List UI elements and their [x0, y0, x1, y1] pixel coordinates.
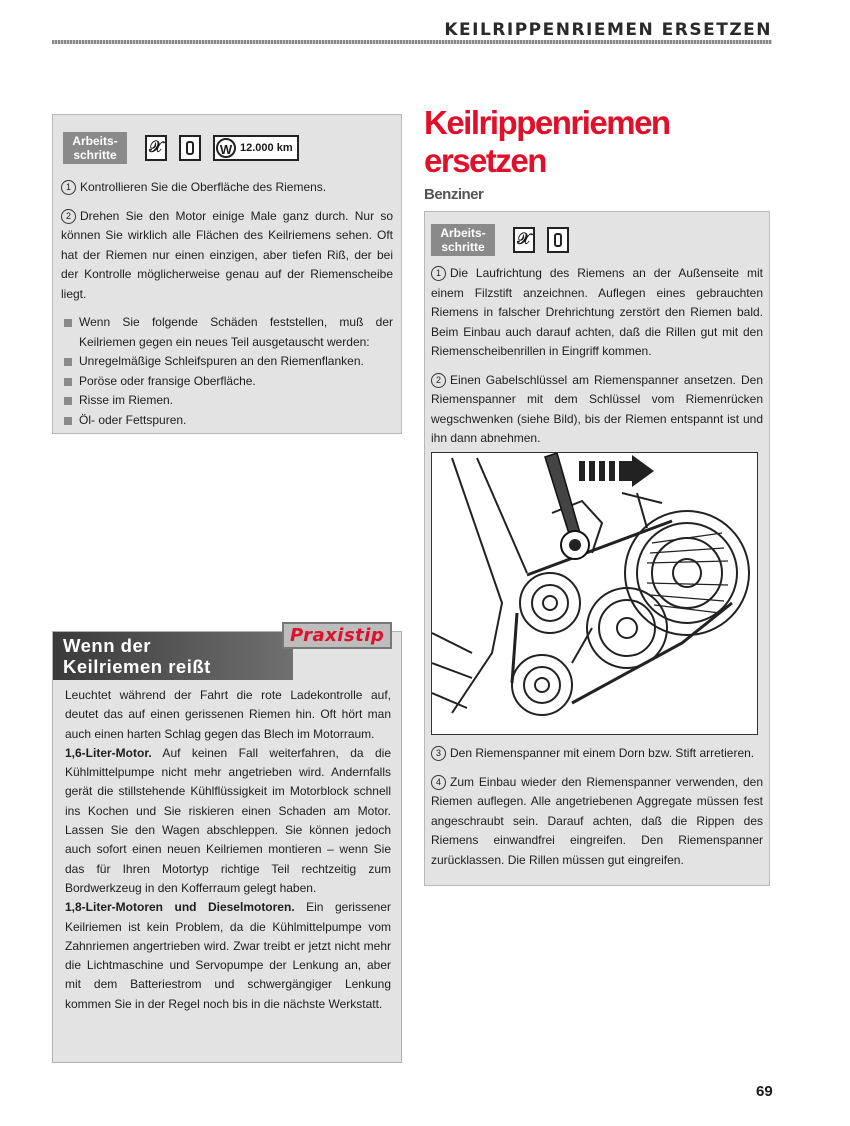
wrench-icon: 𝒳 — [513, 227, 535, 253]
inspection-icon-row — [63, 132, 299, 164]
list-item: Öl- oder Fettspuren. — [61, 411, 393, 431]
list-item: Poröse oder fransige Oberfläche. — [61, 372, 393, 392]
paragraph-lead: 1,6-Liter-Motor. — [65, 745, 152, 760]
page-title — [424, 104, 670, 180]
km-interval-label: 12.000 km — [240, 142, 293, 154]
paragraph-lead: 1,8-Liter-Motoren und Dieselmotoren. — [65, 900, 295, 915]
praxis-body — [65, 686, 391, 1014]
praxistip-tag: Praxistip — [282, 622, 392, 649]
dipstick-icon — [179, 135, 201, 161]
title-line-1: Keilrippenriemen — [424, 104, 670, 141]
paragraph-body: Auf keinen Fall weiterfahren, da die Kühlmittelpumpe nicht mehr angetrieben wird. Andernfalls gerät die stillstehende Kühlflüssigkeit im Motorblock schnell ins Kochen und Sie riskieren einen Schaden am Motor. Lassen Sie den Wagen abschleppen. Sie können jedoch auch sofort einen neuen Keilriemen montieren – wenn Sie das für Ihren Motortyp richtige Teil rechtzeitig zum Bordwerkzeug in den Kofferraum gelegt haben. — [65, 745, 391, 895]
title-line-2: ersetzen — [424, 142, 546, 179]
wrench-icon: 𝒳 — [145, 135, 167, 161]
replacement-step-1 — [431, 264, 763, 362]
inspection-step-2 — [61, 207, 393, 305]
praxis-heading — [53, 632, 293, 680]
belt-tensioner-illustration — [431, 452, 758, 735]
inspection-box — [52, 114, 402, 434]
paragraph-body: Ein gerissener Keilriemen ist kein Problem, da die Kühlmittelpumpe vom Zahnriemen angertrieben wird. Zwar treibt er jetzt nicht mehr die Lichtmaschine und Servopumpe der Lenkung an, aber mit dem Batteriestrom und schwergängiger Lenkung kommen Sie in der Regel noch bis in die nächste Werkstatt. — [65, 900, 391, 1011]
km-interval-badge — [213, 135, 299, 161]
list-item: Wenn Sie folgende Schäden feststellen, muß der Keilriemen gegen ein neues Teil ausgetauscht werden: — [61, 313, 393, 352]
running-header: KEILRIPPENRIEMEN ERSETZEN — [444, 20, 772, 40]
praxis-paragraph-1: Leuchtet während der Fahrt die rote Ladekontrolle auf, deutet das auf einen gerissenen Riemen hin. Oft hört man auch einen harten Schlag gegen das Blech im Motorraum. — [65, 688, 391, 741]
step-text: Zum Einbau wieder den Riemenspanner verwenden, den Riemen auflegen. Alle angetriebenen Aggregate müssen fest angeschraubt sein. Darauf achten, daß die Rippen des Riemens einwandfrei eingreifen. Den Riemenspanner zurücklassen. Die Rillen müssen gut eingreifen. — [431, 774, 763, 867]
replacement-step-4 — [431, 773, 763, 871]
praxis-paragraph-2 — [65, 744, 391, 898]
replacement-icon-row — [431, 224, 569, 256]
arbeitsschritte-badge: Arbeits- schritte — [63, 132, 127, 164]
heading-line-2: Keilriemen reißt — [63, 656, 211, 677]
step-number-icon: 1 — [431, 266, 446, 281]
replacement-step-2 — [431, 371, 763, 449]
service-w-icon: W — [216, 138, 236, 158]
praxis-tip-box — [52, 631, 402, 1063]
header-rule — [52, 40, 772, 44]
dipstick-icon — [547, 227, 569, 253]
page-subtitle: Benziner — [424, 186, 484, 203]
list-item: Risse im Riemen. — [61, 391, 393, 411]
step-text: Die Laufrichtung des Riemens an der Außenseite mit einem Filzstift anzeichnen. Auflegen eines gebrauchten Riemens in falscher Drehrichtung zerstört den Riemen bald. Beim Einbau auch darauf achten, daß die Rillen gut mit den Riemenscheibenrillen in Eingriff kommen. — [431, 266, 763, 358]
step-number-icon: 3 — [431, 746, 446, 761]
engine-drawing — [432, 453, 758, 735]
step-number-icon: 2 — [431, 373, 446, 388]
arbeitsschritte-badge: Arbeits- schritte — [431, 224, 495, 256]
page-number: 69 — [756, 1083, 773, 1100]
inspection-step-1 — [61, 178, 393, 198]
replacement-step-3 — [431, 744, 763, 764]
praxis-paragraph-3 — [65, 898, 391, 1014]
step-number-icon: 1 — [61, 180, 76, 195]
step-number-icon: 4 — [431, 775, 446, 790]
heading-line-1: Wenn der — [63, 635, 151, 656]
step-text: Den Riemenspanner mit einem Dorn bzw. Stift arretieren. — [450, 746, 755, 760]
step-text: Drehen Sie den Motor einige Male ganz durch. Nur so können Sie wirklich alle Flächen des Keilriemens sehen. Oft hat der Riemen nur einen einzigen, aber tiefen Riß, der bei der Kontrolle möglicherweise genau auf der Riemenscheibe liegt. — [61, 208, 393, 301]
step-number-icon: 2 — [61, 209, 76, 224]
damage-list — [61, 313, 393, 430]
step-text: Einen Gabelschlüssel am Riemenspanner ansetzen. Den Riemenspanner mit dem Schlüssel vom Riemenrücken wegschwenken (siehe Bild), bis der Riemen entspannt ist und ihn dann abnehmen. — [431, 372, 763, 445]
list-item: Unregelmäßige Schleifspuren an den Riemenflanken. — [61, 352, 393, 372]
step-text: Kontrollieren Sie die Oberfläche des Riemens. — [80, 180, 327, 194]
